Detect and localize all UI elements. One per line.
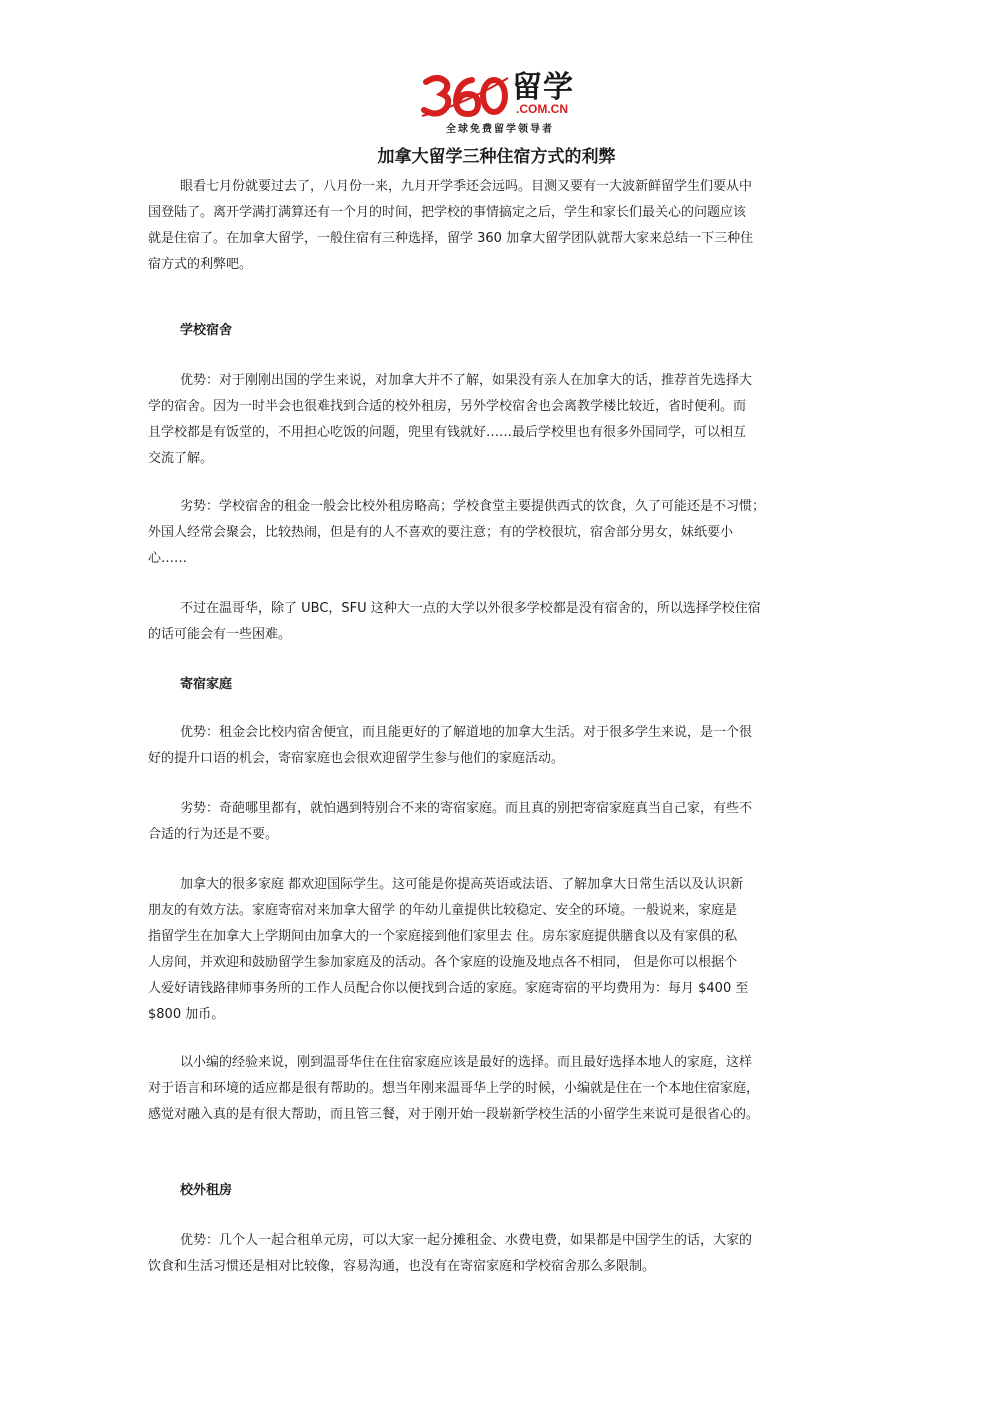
paragraph-line: 劣势：奇葩哪里都有，就怕遇到特别合不来的寄宿家庭。而且真的别把寄宿家庭真当自己家，有些不 xyxy=(180,801,753,816)
paragraph-line: 人房间，并欢迎和鼓励留学生参加家庭及的活动。各个家庭的设施及地点各不相同， 但是你可以根据个 xyxy=(148,955,738,970)
paragraph-line: 指留学生在加拿大上学期间由加拿大的一个家庭接到他们家里去 住。房东家庭提供膳食以及有家俱的私 xyxy=(148,929,738,944)
homestay-experience-paragraph xyxy=(148,1050,848,1128)
paragraph-line: 国登陆了。离开学满打满算还有一个月的时间，把学校的事情搞定之后，学生和家长们最关心的问题应该 xyxy=(148,205,747,220)
paragraph-line: 饮食和生活习惯还是相对比较像，容易沟通，也没有在寄宿家庭和学校宿舍那么多限制。 xyxy=(148,1259,656,1274)
paragraph-line: 的话可能会有一些困难。 xyxy=(148,627,292,642)
paragraph-line: 眼看七月份就要过去了，八月份一来，九月开学季还会远吗。目测又要有一大波新鲜留学生们要从中 xyxy=(180,179,753,194)
homestay-advantages-paragraph xyxy=(148,720,848,772)
section-heading-dorm: 学校宿舍 xyxy=(180,323,233,338)
paragraph-line: 以小编的经验来说，刚到温哥华住在住宿家庭应该是最好的选择。而且最好选择本地人的家庭，这样 xyxy=(180,1055,753,1070)
logo-domain: .COM.CN xyxy=(516,102,568,116)
paragraph-line: 优势：几个人一起合租单元房，可以大家一起分摊租金、水费电费，如果都是中国学生的话，大家的 xyxy=(180,1233,753,1248)
logo-slogan: 全球免费留学领导者 xyxy=(446,124,554,135)
paragraph-line: 加拿大的很多家庭 都欢迎国际学生。这可能是你提高英语或法语、了解加拿大日常生活以及认识新 xyxy=(180,877,744,892)
brand-logo xyxy=(420,72,580,142)
paragraph-line: 劣势：学校宿舍的租金一般会比校外租房略高；学校食堂主要提供西式的饮食，久了可能还是不习惯； xyxy=(180,499,766,514)
page-title: 加拿大留学三种住宿方式的利弊 xyxy=(377,147,616,167)
paragraph-line: 且学校都是有饭堂的，不用担心吃饭的问题，兜里有钱就好……最后学校里也有很多外国同学，可以相互 xyxy=(148,425,747,440)
paragraph-line: 好的提升口语的机会，寄宿家庭也会很欢迎留学生参与他们的家庭活动。 xyxy=(148,751,565,766)
logo-360-mark xyxy=(420,74,510,118)
dorm-disadvantages-paragraph xyxy=(148,494,848,572)
paragraph-line: 人爱好请钱路律师事务所的工作人员配合你以便找到合适的家庭。家庭寄宿的平均费用为：每月 $400 至 xyxy=(148,981,749,996)
homestay-disadvantages-paragraph xyxy=(148,796,848,848)
paragraph-line: 优势：租金会比校内宿舍便宜，而且能更好的了解道地的加拿大生活。对于很多学生来说，是一个很 xyxy=(180,725,753,740)
paragraph-line: 朋友的有效方法。家庭寄宿对来加拿大留学 的年幼儿童提供比较稳定、安全的环境。一般说来，家庭是 xyxy=(148,903,738,918)
paragraph-line: 外国人经常会聚会，比较热闹，但是有的人不喜欢的要注意；有的学校很坑，宿舍部分男女，妹纸要小 xyxy=(148,525,734,540)
paragraph-line: 学的宿舍。因为一时半会也很难找到合适的校外租房，另外学校宿舍也会离教学楼比较近，省时便利。而 xyxy=(148,399,747,414)
intro-paragraph xyxy=(148,174,848,278)
paragraph-line: 对于语言和环境的适应都是很有帮助的。想当年刚来温哥华上学的时候，小编就是住在一个本地住宿家庭， xyxy=(148,1081,760,1096)
logo-cn-name: 留学 xyxy=(512,70,574,105)
paragraph-line: 宿方式的利弊吧。 xyxy=(148,257,253,272)
paragraph-line: 交流了解。 xyxy=(148,451,214,466)
section-heading-offcampus: 校外租房 xyxy=(180,1183,233,1198)
homestay-info-paragraph xyxy=(148,872,848,1028)
paragraph-line: 感觉对融入真的是有很大帮助，而且管三餐，对于刚开始一段崭新学校生活的小留学生来说可是很省心的。 xyxy=(148,1107,760,1122)
paragraph-line: 合适的行为还是不要。 xyxy=(148,827,279,842)
paragraph-line: 优势：对于刚刚出国的学生来说，对加拿大并不了解，如果没有亲人在加拿大的话，推荐首先选择大 xyxy=(180,373,753,388)
paragraph-line: 不过在温哥华，除了 UBC，SFU 这种大一点的大学以外很多学校都是没有宿舍的，所以选择学校住宿 xyxy=(180,601,761,616)
dorm-advantages-paragraph xyxy=(148,368,848,472)
offcampus-advantages-paragraph xyxy=(148,1228,848,1280)
dorm-note-paragraph xyxy=(148,596,848,648)
paragraph-line: 心…… xyxy=(148,551,188,566)
paragraph-line: $800 加币。 xyxy=(148,1007,225,1022)
section-heading-homestay: 寄宿家庭 xyxy=(180,677,233,692)
paragraph-line: 就是住宿了。在加拿大留学，一般住宿有三种选择，留学 360 加拿大留学团队就帮大家来总结一下三种住 xyxy=(148,231,754,246)
